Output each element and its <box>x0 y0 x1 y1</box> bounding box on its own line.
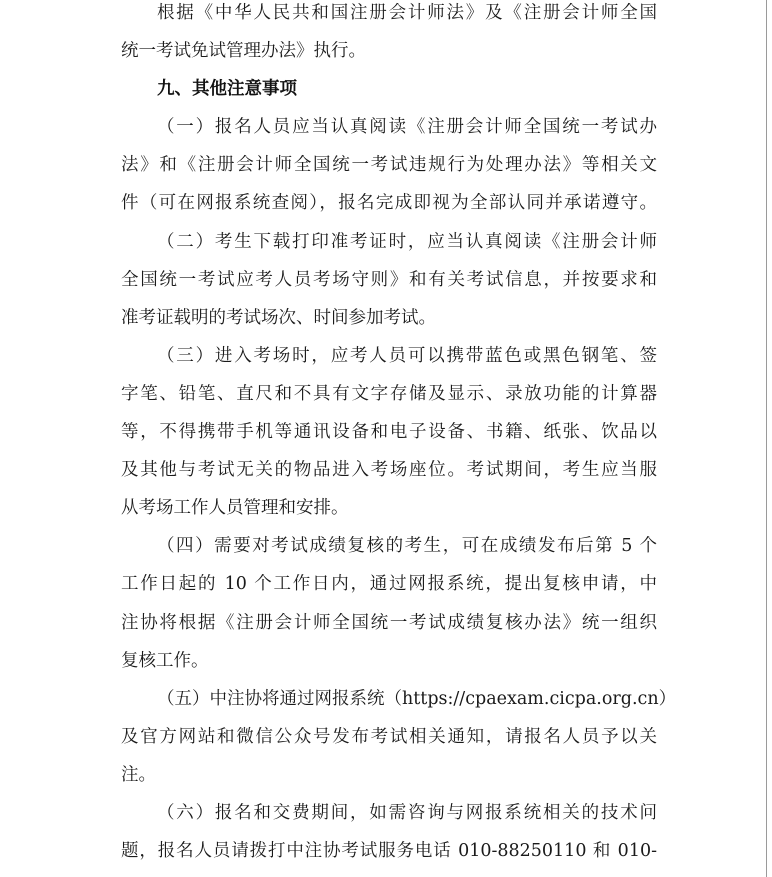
paragraph-line: 工作日起的 10 个工作日内，通过网报系统，提出复核申请，中 <box>121 574 657 595</box>
paragraph-line: 复核工作。 <box>121 650 209 671</box>
paragraph-line: （一）报名人员应当认真阅读《注册会计师全国统一考试办 <box>157 117 657 138</box>
paragraph-line: 及其他与考试无关的物品进入考场座位。考试期间，考生应当服 <box>121 460 657 481</box>
paragraph-line: 等，不得携带手机等通讯设备和电子设备、书籍、纸张、饮品以 <box>121 422 657 443</box>
paragraph-line: 及官方网站和微信公众号发布考试相关通知，请报名人员予以关 <box>121 726 657 747</box>
paragraph-line: （二）考生下载打印准考证时，应当认真阅读《注册会计师 <box>157 231 657 252</box>
paragraph-line: 法》和《注册会计师全国统一考试违规行为处理办法》等相关文 <box>121 155 657 176</box>
paragraph-line: 字笔、铅笔、直尺和不具有文字存储及显示、录放功能的计算器 <box>121 383 657 404</box>
page-edge-divider <box>766 0 767 877</box>
paragraph-line: 从考场工作人员管理和安排。 <box>121 498 349 519</box>
paragraph-line: （四）需要对考试成绩复核的考生，可在成绩发布后第 5 个 <box>157 536 657 557</box>
section-heading: 九、其他注意事项 <box>157 79 297 100</box>
document-body <box>121 0 677 870</box>
paragraph-line: 题，报名人员请拨打中注协考试服务电话 010-88250110 和 010- <box>121 841 657 862</box>
paragraph-line: （六）报名和交费期间，如需咨询与网报系统相关的技术问 <box>157 802 657 823</box>
paragraph-line: 统一考试免试管理办法》执行。 <box>121 41 366 62</box>
paragraph-line: 注。 <box>121 764 156 785</box>
paragraph-line: 件（可在网报系统查阅），报名完成即视为全部认同并承诺遵守。 <box>121 193 657 214</box>
paragraph-line: 准考证载明的考试场次、时间参加考试。 <box>121 307 436 328</box>
paragraph-line: （三）进入考场时，应考人员可以携带蓝色或黑色钢笔、签 <box>157 345 657 366</box>
paragraph-line: 根据《中华人民共和国注册会计师法》及《注册会计师全国 <box>157 3 657 23</box>
paragraph-line: （五）中注协将通过网报系统（https://cpaexam.cicpa.org.cn） <box>157 688 677 709</box>
paragraph-line: 注协将根据《注册会计师全国统一考试成绩复核办法》统一组织 <box>121 612 657 633</box>
paragraph-line: 全国统一考试应考人员考场守则》和有关考试信息，并按要求和 <box>121 269 657 290</box>
